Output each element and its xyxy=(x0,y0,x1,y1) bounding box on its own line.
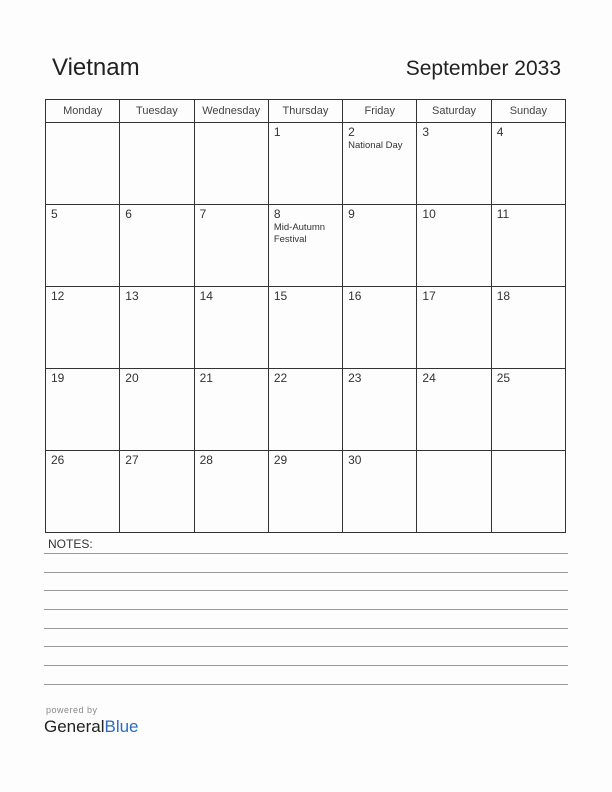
day-number: 14 xyxy=(199,289,213,303)
calendar-day-cell xyxy=(194,451,268,533)
notes-line xyxy=(44,590,568,591)
brand-name-blue: Blue xyxy=(104,717,139,736)
day-number: 13 xyxy=(125,289,139,303)
day-number: 21 xyxy=(199,371,213,385)
calendar-day-cell xyxy=(343,369,417,451)
calendar-day-cell xyxy=(268,205,342,287)
day-number: 20 xyxy=(125,371,139,385)
calendar-body xyxy=(46,123,566,533)
calendar-day-cell xyxy=(268,123,342,205)
holiday-label: National Day xyxy=(348,140,403,151)
calendar-country-title: Vietnam xyxy=(52,54,140,81)
calendar-week-row xyxy=(46,123,566,205)
day-number: 19 xyxy=(51,371,65,385)
calendar-day-cell xyxy=(417,205,491,287)
day-number: 18 xyxy=(496,289,511,303)
day-number: 10 xyxy=(422,207,436,221)
calendar-week-row xyxy=(46,451,566,533)
day-number: 23 xyxy=(348,371,362,385)
calendar-week-row xyxy=(46,205,566,287)
calendar-day-cell xyxy=(268,287,342,369)
day-number: 12 xyxy=(51,289,65,303)
calendar-day-cell xyxy=(268,451,342,533)
calendar-day-cell xyxy=(491,205,565,287)
calendar-day-cell xyxy=(491,123,565,205)
calendar-day-cell xyxy=(343,205,417,287)
day-number: 1 xyxy=(273,125,281,139)
holiday-label: Mid-Autumn Festival xyxy=(273,222,326,245)
calendar-day-cell xyxy=(46,451,120,533)
notes-line xyxy=(44,628,568,629)
day-number: 16 xyxy=(348,289,362,303)
calendar-day-cell xyxy=(491,287,565,369)
calendar-day-cell xyxy=(491,369,565,451)
notes-line xyxy=(44,684,568,685)
calendar-week-row xyxy=(46,287,566,369)
weekday-header: Sunday xyxy=(491,100,565,123)
weekday-header: Thursday xyxy=(268,100,342,123)
calendar-day-cell xyxy=(417,123,491,205)
day-number: 17 xyxy=(422,289,436,303)
calendar-day-cell xyxy=(46,369,120,451)
powered-by-text: powered by xyxy=(46,705,98,715)
calendar-day-cell xyxy=(46,205,120,287)
day-number: 2 xyxy=(348,125,355,139)
day-number: 7 xyxy=(199,207,207,221)
day-number: 5 xyxy=(51,207,58,221)
calendar-day-cell xyxy=(343,287,417,369)
calendar-month-title: September 2033 xyxy=(405,57,561,80)
calendar-day-cell xyxy=(491,451,565,533)
calendar-day-cell xyxy=(343,451,417,533)
day-number: 6 xyxy=(125,207,132,221)
notes-label: NOTES: xyxy=(48,537,93,551)
weekday-header: Monday xyxy=(46,100,120,123)
day-number: 26 xyxy=(51,453,65,467)
calendar-day-cell xyxy=(120,369,194,451)
calendar-day-cell xyxy=(194,369,268,451)
calendar-day-cell xyxy=(343,123,417,205)
day-number: 29 xyxy=(273,453,288,467)
calendar-day-cell xyxy=(417,451,491,533)
calendar-day-cell xyxy=(194,287,268,369)
notes-line xyxy=(44,572,568,573)
calendar-day-cell xyxy=(120,123,194,205)
calendar-grid xyxy=(45,99,566,533)
weekday-header-row xyxy=(46,100,566,123)
brand-logo xyxy=(44,717,139,737)
notes-line xyxy=(44,665,568,666)
day-number: 25 xyxy=(496,371,511,385)
calendar-week-row xyxy=(46,369,566,451)
calendar-day-cell xyxy=(194,123,268,205)
day-number: 24 xyxy=(422,371,436,385)
day-number: 4 xyxy=(496,125,504,139)
calendar-day-cell xyxy=(120,205,194,287)
calendar-day-cell xyxy=(120,287,194,369)
notes-line xyxy=(44,646,568,647)
weekday-header: Wednesday xyxy=(194,100,268,123)
day-number: 22 xyxy=(273,371,288,385)
notes-line xyxy=(44,553,568,554)
calendar-day-cell xyxy=(417,287,491,369)
brand-name-general: General xyxy=(44,717,105,736)
calendar-day-cell xyxy=(194,205,268,287)
day-number: 3 xyxy=(422,125,430,139)
calendar-day-cell xyxy=(417,369,491,451)
day-number: 8 xyxy=(273,207,281,221)
calendar-day-cell xyxy=(46,287,120,369)
day-number: 27 xyxy=(125,453,139,467)
weekday-header: Saturday xyxy=(417,100,491,123)
calendar-day-cell xyxy=(268,369,342,451)
calendar-day-cell xyxy=(46,123,120,205)
day-number: 15 xyxy=(273,289,288,303)
weekday-header: Tuesday xyxy=(120,100,194,123)
day-number: 11 xyxy=(496,207,510,221)
notes-line xyxy=(44,609,568,610)
weekday-header: Friday xyxy=(343,100,417,123)
day-number: 9 xyxy=(348,207,355,221)
calendar-day-cell xyxy=(120,451,194,533)
day-number: 30 xyxy=(348,453,362,467)
day-number: 28 xyxy=(199,453,213,467)
